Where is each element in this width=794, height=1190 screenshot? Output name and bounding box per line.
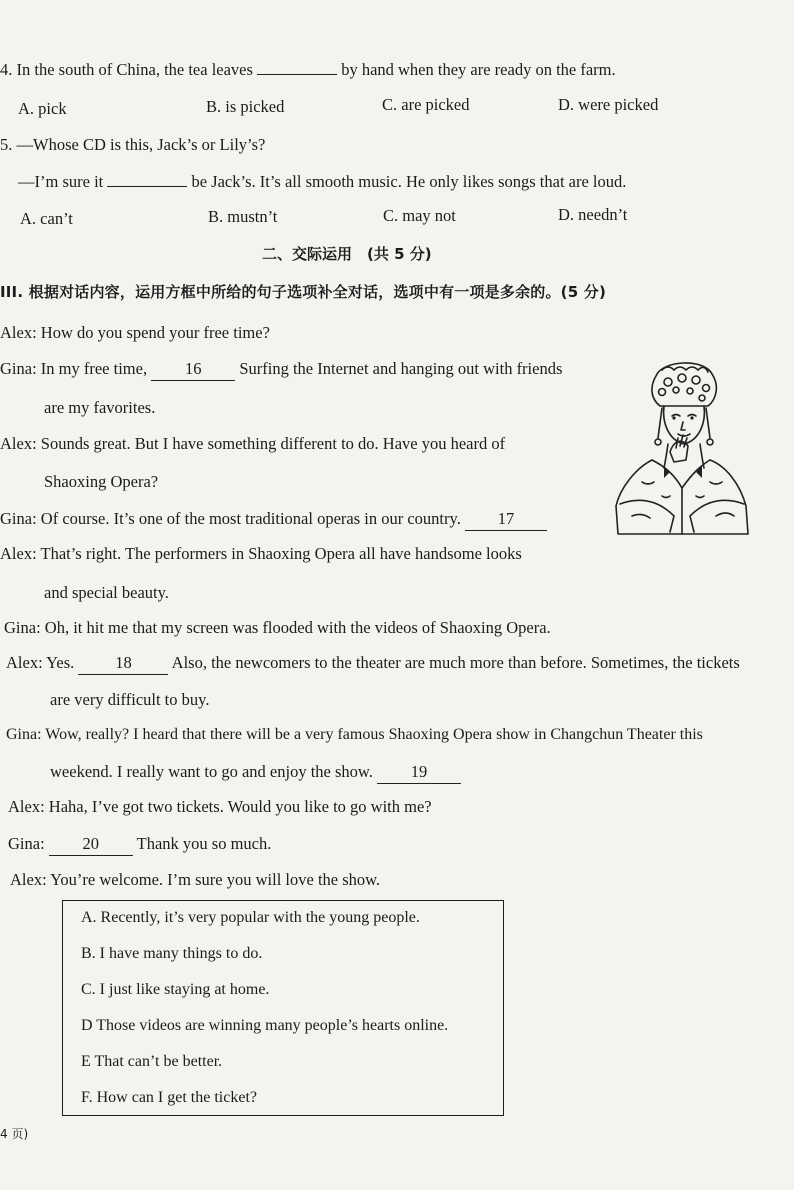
section-title: 二、交际运用 (共 5 分)	[262, 245, 432, 263]
dialogue-line-15-before: Gina:	[8, 834, 49, 853]
dialogue-line-15	[8, 833, 271, 856]
box-option-c[interactable]: C. I just like staying at home.	[81, 981, 270, 998]
q4-option-d[interactable]: D. were picked	[558, 95, 659, 114]
dialogue-line-3: are my favorites.	[44, 398, 156, 417]
q4-stem-after: by hand when they are ready on the farm.	[337, 60, 616, 79]
dialogue-line-2	[0, 358, 562, 381]
dialogue-line-14: Alex: Haha, I’ve got two tickets. Would you like to go with me?	[8, 797, 432, 816]
box-option-a[interactable]: A. Recently, it’s very popular with the young people.	[81, 909, 420, 926]
dialogue-line-10-after: Also, the newcomers to the theater are much more than before. Sometimes, the tickets	[168, 653, 740, 672]
box-option-b[interactable]: B. I have many things to do.	[81, 945, 263, 962]
q4-option-a[interactable]: A. pick	[18, 99, 67, 118]
q4-stem-before: 4. In the south of China, the tea leaves	[0, 60, 258, 79]
q4-stem	[0, 58, 616, 81]
opera-performer-illustration	[612, 356, 752, 538]
q5-line2-before: —I’m sure it	[18, 172, 108, 191]
dialogue-line-13-before: weekend. I really want to go and enjoy the show.	[50, 762, 378, 781]
q5-line1: 5. —Whose CD is this, Jack’s or Lily’s?	[0, 135, 266, 154]
page-footer: 4 页)	[0, 1127, 29, 1141]
box-option-e[interactable]: E That can’t be better.	[81, 1053, 223, 1070]
dialogue-line-15-after: Thank you so much.	[132, 834, 272, 853]
q4-option-c[interactable]: C. are picked	[382, 95, 470, 114]
dialogue-line-4: Alex: Sounds great. But I have something different to do. Have you heard of	[0, 434, 506, 453]
dialogue-line-6	[0, 508, 547, 531]
dialogue-line-10-before: Alex: Yes.	[6, 653, 79, 672]
box-option-f[interactable]: F. How can I get the ticket?	[81, 1089, 257, 1106]
q5-answer-blank[interactable]	[107, 170, 187, 187]
dialogue-line-8: and special beauty.	[44, 583, 169, 602]
answer-blank-17[interactable]: 17	[465, 508, 547, 531]
options-box	[62, 900, 504, 1116]
q5-option-b[interactable]: B. mustn’t	[208, 207, 278, 226]
q4-answer-blank[interactable]	[257, 58, 337, 75]
dialogue-line-11: are very difficult to buy.	[50, 690, 210, 709]
q5-line2	[18, 170, 626, 193]
answer-blank-19[interactable]: 19	[377, 761, 461, 784]
dialogue-line-13	[50, 761, 461, 784]
dialogue-line-12: Gina: Wow, really? I heard that there will be a very famous Shaoxing Opera show in Changchun Theater this	[6, 726, 703, 743]
dialogue-line-1: Alex: How do you spend your free time?	[0, 323, 270, 342]
dialogue-line-9: Gina: Oh, it hit me that my screen was flooded with the videos of Shaoxing Opera.	[4, 618, 551, 637]
dialogue-line-6-before: Gina: Of course. It’s one of the most traditional operas in our country.	[0, 509, 465, 528]
dialogue-line-16: Alex: You’re welcome. I’m sure you will love the show.	[10, 870, 381, 889]
answer-blank-16[interactable]: 16	[151, 358, 235, 381]
q5-line2-after: be Jack’s. It’s all smooth music. He only likes songs that are loud.	[187, 172, 627, 191]
q4-option-b[interactable]: B. is picked	[206, 97, 285, 116]
q5-option-d[interactable]: D. needn’t	[558, 205, 628, 224]
q5-option-a[interactable]: A. can’t	[20, 209, 73, 228]
q5-option-c[interactable]: C. may not	[383, 206, 456, 225]
answer-blank-20[interactable]: 20	[49, 833, 133, 856]
section-instruction: III. 根据对话内容，运用方框中所给的句子选项补全对话，选项中有一项是多余的。(5 分)	[0, 283, 607, 301]
dialogue-line-10	[6, 652, 740, 675]
box-option-d[interactable]: D Those videos are winning many people’s hearts online.	[81, 1017, 449, 1034]
dialogue-line-2-before: Gina: In my free time,	[0, 359, 152, 378]
dialogue-line-2-after: Surfing the Internet and hanging out with friends	[235, 359, 563, 378]
dialogue-line-5: Shaoxing Opera?	[44, 472, 159, 491]
dialogue-line-7: Alex: That’s right. The performers in Shaoxing Opera all have handsome looks	[0, 544, 522, 563]
answer-blank-18[interactable]: 18	[78, 652, 168, 675]
